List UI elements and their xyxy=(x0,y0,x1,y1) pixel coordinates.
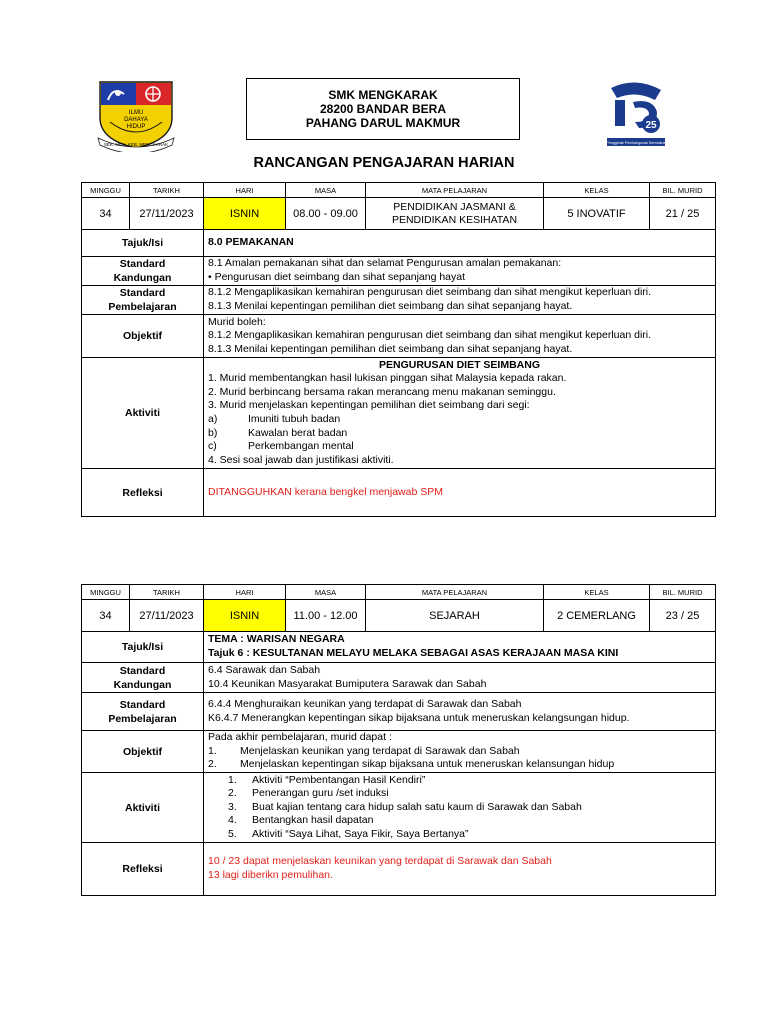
lesson-2-standard-pembelajaran: 6.4.4 Menghuraikan keunikan yang terdapat di Sarawak dan Sabah K6.4.7 Menerangkan kepentingan sikap bijaksana untuk meneruskan kelangsungan hidup. xyxy=(204,693,716,731)
lesson-1-tarikh: 27/11/2023 xyxy=(130,198,204,230)
col-mata-pelajaran: MATA PELAJARAN xyxy=(366,183,544,198)
school-name: SMK MENGKARAK xyxy=(328,88,438,102)
label-standard-kandungan: Standard Kandungan xyxy=(82,663,204,693)
col-minggu: MINGGU xyxy=(82,183,130,198)
col-hari: HARI xyxy=(204,183,286,198)
school-crest-logo xyxy=(96,78,176,152)
lesson-2-subject: SEJARAH xyxy=(366,600,544,632)
lesson-2-aktiviti xyxy=(204,773,716,843)
col-tarikh: TARIKH xyxy=(130,585,204,600)
col-bil-murid: BIL. MURID xyxy=(650,183,716,198)
lesson-2-kelas: 2 CEMERLANG xyxy=(544,600,650,632)
list-item: b) Kawalan berat badan xyxy=(208,426,348,439)
list-item: 1. Menjelaskan keunikan yang terdapat di Sarawak dan Sabah xyxy=(208,744,520,757)
svg-text:DAHAYA: DAHAYA xyxy=(124,117,148,123)
label-objektif: Objektif xyxy=(82,315,204,358)
lesson-1-header-row xyxy=(82,183,716,198)
col-masa: MASA xyxy=(286,183,366,198)
list-item: 3. Buat kajian tentang cara hidup salah satu kaum di Sarawak dan Sabah xyxy=(228,800,582,813)
lesson-2-header-row xyxy=(82,585,716,600)
lesson-2-bil-murid: 23 / 25 xyxy=(650,600,716,632)
list-item: 5. Aktiviti “Saya Lihat, Saya Fikir, Saya Bertanya” xyxy=(228,827,469,840)
school-postcode-town: 28200 BANDAR BERA xyxy=(319,102,447,116)
label-aktiviti: Aktiviti xyxy=(82,358,204,469)
lesson-2-objektif-row xyxy=(82,731,716,773)
lesson-1-aktiviti-row xyxy=(82,358,716,469)
lesson-2-minggu: 34 xyxy=(82,600,130,632)
lesson-1-refleksi-row xyxy=(82,469,716,517)
col-tarikh: TARIKH xyxy=(130,183,204,198)
lesson-2-objektif: Pada akhir pembelajaran, murid dapat : 1. Menjelaskan keunikan yang terdapat di Sarawak dan Sabah 2. Menjelaskan kepentingan sikap bijaksana untuk meneruskan kelansungan hidup xyxy=(204,731,716,773)
list-item: 4. Bentangkan hasil dapatan xyxy=(228,814,374,827)
col-mata-pelajaran: MATA PELAJARAN xyxy=(366,585,544,600)
lesson-2-hari: ISNIN xyxy=(204,600,286,632)
col-minggu: MINGGU xyxy=(82,585,130,600)
label-standard-pembelajaran: Standard Pembelajaran xyxy=(82,286,204,315)
lesson-2-tajuk: TEMA : WARISAN NEGARA Tajuk 6 : KESULTANAN MELAYU MELAKA SEBAGAI ASAS KERAJAAN MASA KINI xyxy=(204,632,716,663)
lesson-1-subject: PENDIDIKAN JASMANI & PENDIDIKAN KESIHATAN xyxy=(366,198,544,230)
label-standard-kandungan: Standard Kandungan xyxy=(82,257,204,286)
svg-text:HIDUP: HIDUP xyxy=(126,124,146,130)
lesson-1-standard-kandungan: 8.1 Amalan pemakanan sihat dan selamat Pengurusan amalan pemakanan: • Pengurusan diet seimbang dan sihat sepanjang hayat xyxy=(204,257,716,286)
lesson-2-sp-row xyxy=(82,693,716,731)
list-item: 1. Aktiviti “Pembentangan Hasil Kendiri” xyxy=(228,773,426,786)
list-item: a) Imuniti tubuh badan xyxy=(208,413,341,425)
svg-text:Penggerak Pembangunan Bermakna: Penggerak Pembangunan Bermakna xyxy=(606,141,666,145)
svg-text:SEK. MEN. KEB. MENGKARAK: SEK. MEN. KEB. MENGKARAK xyxy=(103,142,169,147)
lesson-2-sk-row xyxy=(82,663,716,693)
lesson-2-masa: 11.00 - 12.00 xyxy=(286,600,366,632)
list-item: c) Perkembangan mental xyxy=(208,440,354,453)
label-aktiviti: Aktiviti xyxy=(82,773,204,843)
label-refleksi: Refleksi xyxy=(82,843,204,896)
lesson-1-info-row xyxy=(82,198,716,230)
lesson-1-minggu: 34 xyxy=(82,198,130,230)
lesson-table-2 xyxy=(81,584,716,896)
lesson-1-objektif: Murid boleh: 8.1.2 Mengaplikasikan kemahiran pengurusan diet seimbang dan sihat mengikut keperluan diri. 8.1.3 Menilai kepentingan pemilihan diet seimbang dan sihat sepanjang hayat. xyxy=(204,315,716,358)
col-masa: MASA xyxy=(286,585,366,600)
label-tajuk: Tajuk/Isi xyxy=(82,230,204,257)
label-refleksi: Refleksi xyxy=(82,469,204,517)
lesson-1-sp-row xyxy=(82,286,716,315)
lesson-1-aktiviti: PENGURUSAN DIET SEIMBANG 1. Murid membentangkan hasil lukisan pinggan sihat Malaysia kepada rakan. 2. Murid berbincang bersama rakan merancang menu makanan seminggu. 3. Murid menjelaskan kepentingan pemilihan diet seimbang dari segi: a) Imuniti tubuh badan b) Kawalan berat badan c) Perkembangan mental 4. Sesi soal jawab dan justifikasi aktiviti. xyxy=(204,358,716,469)
school-state: PAHANG DARUL MAKMUR xyxy=(305,116,461,130)
col-kelas: KELAS xyxy=(544,585,650,600)
col-kelas: KELAS xyxy=(544,183,650,198)
lesson-1-hari: ISNIN xyxy=(204,198,286,230)
lesson-1-bil-murid: 21 / 25 xyxy=(650,198,716,230)
lesson-2-tarikh: 27/11/2023 xyxy=(130,600,204,632)
col-bil-murid: BIL. MURID xyxy=(650,585,716,600)
anniversary-logo xyxy=(603,78,669,152)
lesson-1-tajuk: 8.0 PEMAKANAN xyxy=(204,230,716,257)
lesson-2-refleksi: 10 / 23 dapat menjelaskan keunikan yang terdapat di Sarawak dan Sabah 13 lagi diberikn pemulihan. xyxy=(204,843,716,896)
col-hari: HARI xyxy=(204,585,286,600)
label-tajuk: Tajuk/Isi xyxy=(82,632,204,663)
lesson-1-kelas: 5 INOVATIF xyxy=(544,198,650,230)
lesson-1-masa: 08.00 - 09.00 xyxy=(286,198,366,230)
lesson-1-refleksi: DITANGGUHKAN kerana bengkel menjawab SPM xyxy=(204,469,716,517)
lesson-table-1 xyxy=(81,182,716,517)
lesson-1-objektif-row xyxy=(82,315,716,358)
list-item: 2. Penerangan guru /set induksi xyxy=(228,787,389,800)
aktiviti-title: PENGURUSAN DIET SEIMBANG xyxy=(378,358,540,371)
lesson-2-tajuk-row xyxy=(82,632,716,663)
lesson-2-tema: TEMA : WARISAN NEGARA xyxy=(208,633,345,646)
svg-text:ILMU: ILMU xyxy=(128,110,144,116)
list-item: 2. Menjelaskan kepentingan sikap bijaksana untuk meneruskan kelansungan hidup xyxy=(208,758,615,771)
svg-text:25: 25 xyxy=(645,120,657,131)
lesson-2-aktiviti-row xyxy=(82,773,716,843)
school-info-box xyxy=(246,78,520,140)
lesson-2-standard-kandungan: 6.4 Sarawak dan Sabah 10.4 Keunikan Masyarakat Bumiputera Sarawak dan Sabah xyxy=(204,663,716,693)
lesson-2-refleksi-row xyxy=(82,843,716,896)
label-objektif: Objektif xyxy=(82,731,204,773)
label-standard-pembelajaran: Standard Pembelajaran xyxy=(82,693,204,731)
lesson-1-tajuk-row xyxy=(82,230,716,257)
lesson-1-standard-pembelajaran: 8.1.2 Mengaplikasikan kemahiran pengurusan diet seimbang dan sihat mengikut keperluan diri. 8.1.3 Menilai kepentingan pemilihan diet seimbang dan sihat sepanjang hayat. xyxy=(204,286,716,315)
lesson-2-info-row xyxy=(82,600,716,632)
lesson-1-sk-row xyxy=(82,257,716,286)
document-title: RANCANGAN PENGAJARAN HARIAN xyxy=(253,155,515,171)
